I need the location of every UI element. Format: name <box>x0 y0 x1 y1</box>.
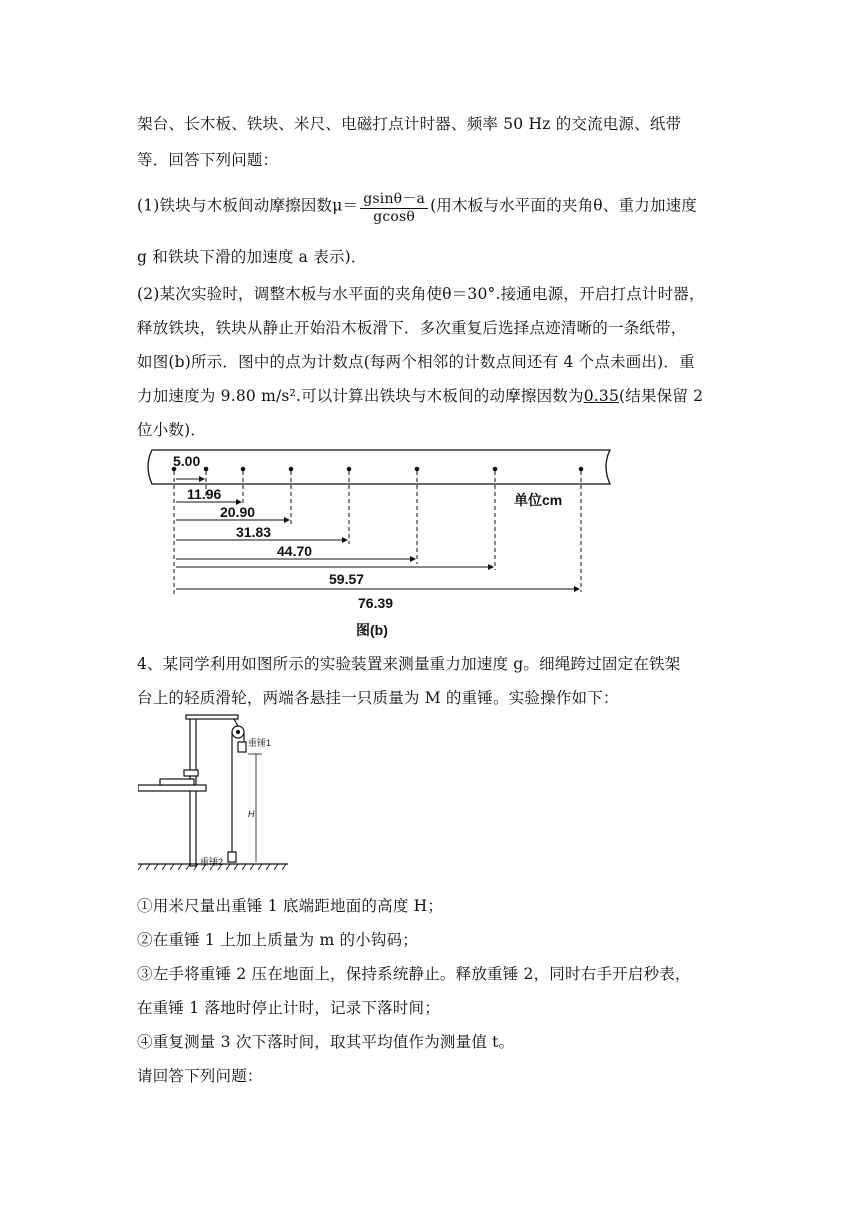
weight-2 <box>228 852 236 862</box>
height-label: H <box>248 809 255 819</box>
tape-strip <box>148 450 610 484</box>
fraction-denominator: gcosθ <box>373 209 416 225</box>
tape-dot <box>204 467 209 472</box>
q3-part1-suffix: (用木板与水平面的夹角θ、重力加速度 <box>430 196 698 215</box>
q3-part2-line4 <box>137 384 703 406</box>
tape-dot <box>579 467 584 472</box>
tape-label-5-00: 5.00 <box>173 453 201 469</box>
q3-part2-line4a: 力加速度为 9.80 m/s².可以计算出铁块与木板间的动摩擦因数为 <box>137 387 584 405</box>
apparatus-figure <box>138 712 288 874</box>
q3-part1-line2: g 和铁块下滑的加速度 a 表示)． <box>137 248 367 266</box>
tape-label-59-57: 59.57 <box>329 571 365 587</box>
q4-step-4: ④重复测量 3 次下落时间，取其平均值作为测量值 t。 <box>137 1033 515 1051</box>
clamp <box>184 770 198 776</box>
weight-1 <box>238 742 246 752</box>
q3-part1-prefix: (1)铁块与木板间动摩擦因数μ＝ <box>137 196 359 215</box>
tape-dot <box>241 467 246 472</box>
q4-step-3b: 在重锤 1 落地时停止计时，记录下落时间； <box>137 999 440 1017</box>
tape-label-76-39: 76.39 <box>358 595 394 611</box>
answer-value: 0.35 <box>583 387 619 405</box>
tape-label-31-83: 31.83 <box>236 524 272 540</box>
mu-fraction <box>360 188 428 225</box>
tape-dot <box>493 467 498 472</box>
figure-caption: 图(b) <box>356 622 388 638</box>
q4-step-1: ①用米尺量出重锤 1 底端距地面的高度 H； <box>137 897 444 915</box>
q3-part2-line5: 位小数)． <box>137 421 207 439</box>
q4-step-2: ②在重锤 1 上加上质量为 m 的小钩码； <box>137 931 418 949</box>
tape-dot <box>415 467 420 472</box>
q4-step-3a: ③左手将重锤 2 压在地面上，保持系统静止。释放重锤 2，同时右手开启秒表， <box>137 965 691 983</box>
weight-1-label: 重锤1 <box>248 738 272 748</box>
tape-label-44-70: 44.70 <box>277 543 313 559</box>
q4-line-2: 台上的轻质滑轮，两端各悬挂一只质量为 M 的重锤。实验操作如下： <box>137 689 619 707</box>
tape-label-11-96: 11.96 <box>187 486 222 502</box>
fraction-numerator: gsinθ－a <box>360 188 428 209</box>
paper-tape-figure <box>140 446 620 642</box>
stand-arm <box>186 715 238 719</box>
q4-line-1: 4、某同学利用如图所示的实验装置来测量重力加速度 g。细绳跨过固定在铁架 <box>137 655 681 673</box>
tape-label-20-90: 20.90 <box>220 504 256 520</box>
weight-2-label: 重锤2 <box>200 857 224 867</box>
tape-unit: 单位cm <box>514 492 563 508</box>
q4-closing: 请回答下列问题： <box>137 1067 263 1085</box>
q3-part2-line4b: (结果保留 2 <box>619 387 704 405</box>
q3-part2-line1: (2)某次实验时，调整木板与水平面的夹角使θ＝30°.接通电源，开启打点计时器， <box>137 285 705 303</box>
q3-line-2: 等．回答下列问题： <box>137 151 279 169</box>
table-top <box>138 785 206 791</box>
q3-part2-line2: 释放铁块，铁块从静止开始沿木板滑下．多次重复后选择点迹清晰的一条纸带， <box>137 319 687 337</box>
q3-part1 <box>137 188 697 225</box>
q3-line-1: 架台、长木板、铁块、米尺、电磁打点计时器、频率 50 Hz 的交流电源、纸带 <box>137 115 682 133</box>
q3-part2-line3: 如图(b)所示．图中的点为计数点(每两个相邻的计数点间还有 4 个点未画出)．重 <box>137 353 695 371</box>
tape-dot <box>347 467 352 472</box>
tape-dot <box>289 467 294 472</box>
